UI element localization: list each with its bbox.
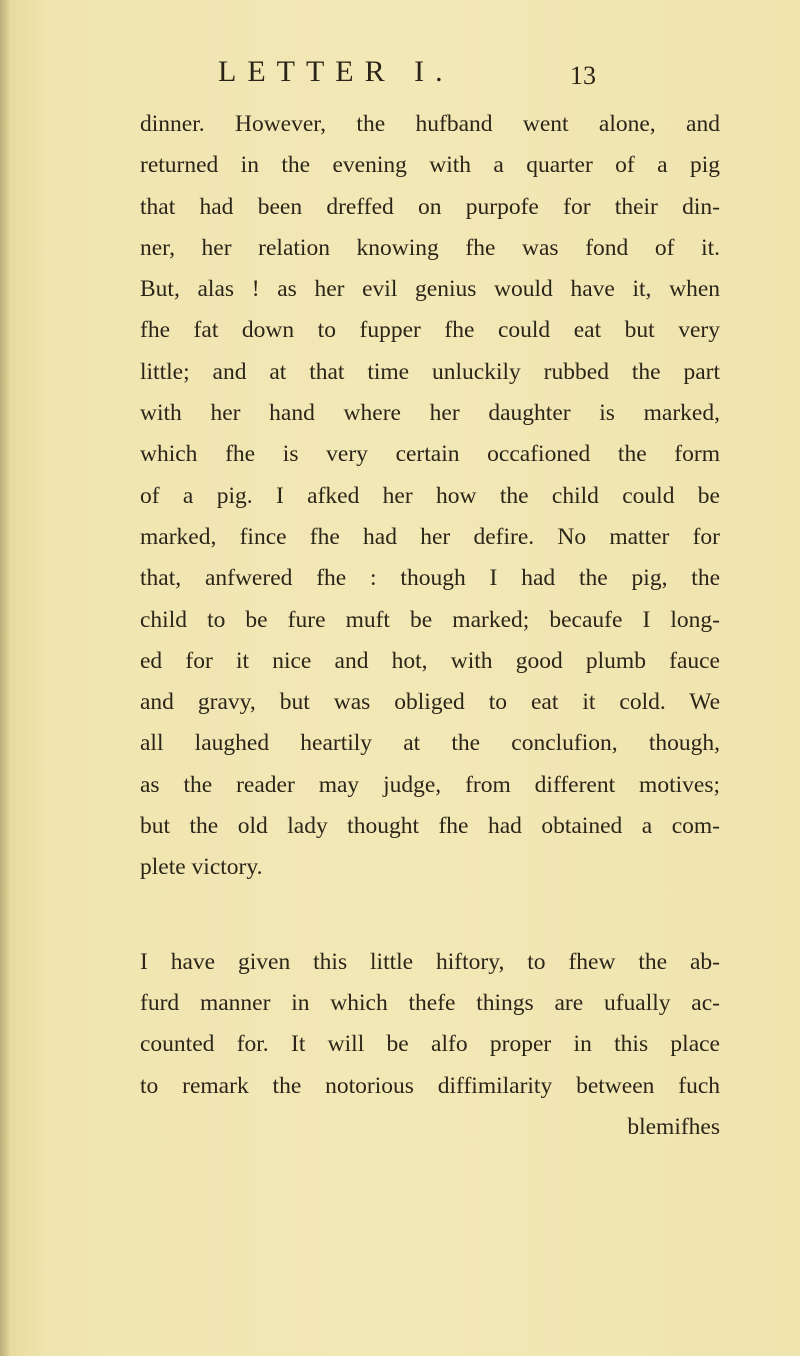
text-line: that had been dreffed on purpofe for their din- xyxy=(140,193,720,220)
text-line: that, anfwered fhe : though I had the pig, the xyxy=(140,565,720,592)
text-line: ed for it nice and hot, with good plumb fauce xyxy=(140,647,720,674)
text-line: I have given this little hiftory, to fhew the ab- xyxy=(140,948,720,975)
text-line: plete victory. xyxy=(140,854,263,881)
text-line: ner, her relation knowing fhe was fond of it. xyxy=(140,234,720,261)
text-line: but the old lady thought fhe had obtained a com- xyxy=(140,813,720,840)
text-line: furd manner in which thefe things are ufually ac- xyxy=(140,989,720,1016)
text-line: dinner. However, the hufband went alone, and xyxy=(140,111,720,137)
body-text xyxy=(140,104,720,1148)
catchword: blemifhes xyxy=(627,1113,720,1140)
paragraph-gap xyxy=(140,889,720,942)
text-line: returned in the evening with a quarter of a pig xyxy=(140,152,720,179)
page-number: 13 xyxy=(570,61,596,90)
text-line: But, alas ! as her evil genius would have it, when xyxy=(140,276,720,303)
text-line: little; and at that time unluckily rubbed the part xyxy=(140,358,720,385)
text-line: as the reader may judge, from different motives; xyxy=(140,771,720,798)
text-line: fhe fat down to fupper fhe could eat but very xyxy=(140,317,720,344)
text-line: with her hand where her daughter is marked, xyxy=(140,400,720,427)
text-line: child to be fure muft be marked; becaufe I long- xyxy=(140,606,720,633)
text-line: which fhe is very certain occafioned the form xyxy=(140,441,720,468)
running-head: LETTER I. xyxy=(218,55,454,88)
paragraph xyxy=(140,942,720,1107)
text-line: all laughed heartily at the conclufion, though, xyxy=(140,730,720,757)
text-line: to remark the notorious diffimilarity between fuch xyxy=(140,1072,720,1099)
text-line: of a pig. I afked her how the child could be xyxy=(140,482,720,509)
page-binding-edge xyxy=(0,0,10,1356)
paragraph xyxy=(140,104,720,889)
text-line: marked, fince fhe had her defire. No matter for xyxy=(140,523,720,550)
text-line: counted for. It will be alfo proper in this place xyxy=(140,1031,720,1058)
page-header xyxy=(0,55,800,95)
text-line: and gravy, but was obliged to eat it cold. We xyxy=(140,689,720,716)
